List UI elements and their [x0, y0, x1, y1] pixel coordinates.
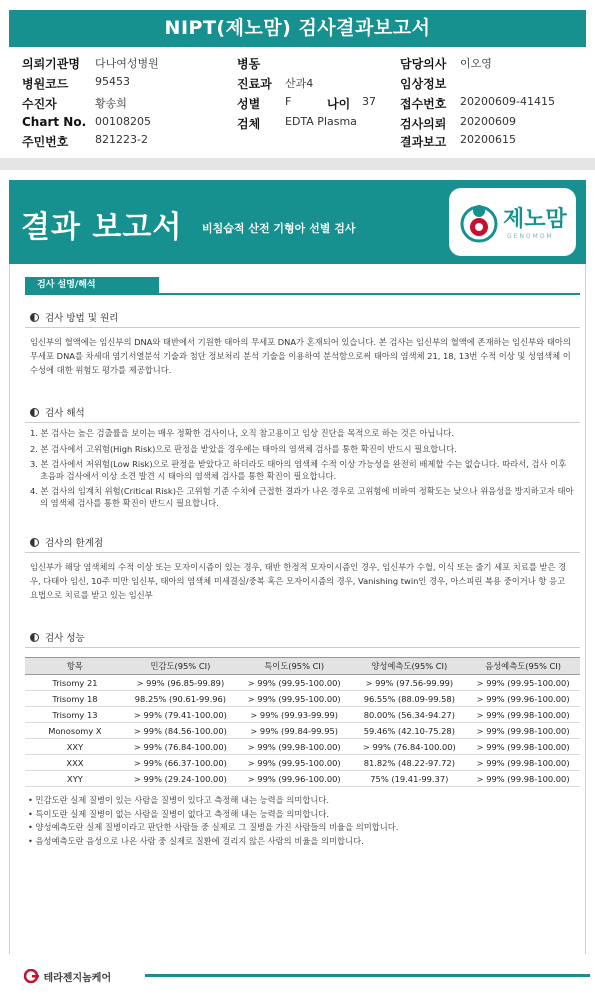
table-cell: > 99% (99.98-100.00) [466, 707, 580, 723]
receipt-label: 접수번호 [400, 97, 447, 111]
company-logo-icon [24, 969, 40, 983]
column-header: 특이도(95% CI) [236, 658, 353, 675]
specimen-value: EDTA Plasma [285, 115, 357, 128]
genomom-logo [449, 188, 576, 256]
half-circle-icon [30, 313, 39, 322]
table-row [25, 771, 580, 787]
ward-label: 병동 [237, 57, 261, 71]
table-cell: XXX [25, 755, 125, 771]
table-cell: > 99% (99.95-100.00) [466, 675, 580, 691]
age-label: 나이 [327, 97, 351, 111]
column-header: 항목 [25, 658, 125, 675]
interpretation-heading: 검사 해석 [30, 405, 85, 419]
performance-table [25, 657, 580, 787]
table-cell: > 99% (99.95-100.00) [236, 691, 353, 707]
logo-subtext: GENOMOM [507, 233, 554, 240]
separator-band [0, 158, 595, 170]
table-row [25, 691, 580, 707]
list-item: 4. 본 검사의 임계치 위험(Critical Risk)은 고위험 기준 수치에 근접한 결과가 나온 경우로 고위험에 비하여 정확도는 낮으나 위음성을 방지하고자 태아의 염색체 검사를 통한 확진이 반드시 필요합니다. [30, 486, 574, 508]
dept-label: 진료과 [237, 77, 272, 91]
resident-label: 주민번호 [22, 135, 69, 149]
note-item: • 음성예측도란 음성으로 나온 사람 중 실제로 질환에 걸리지 않은 사람의 비율을 의미합니다. [28, 835, 364, 846]
divider [25, 327, 580, 328]
table-cell: > 99% (99.84-99.95) [236, 723, 353, 739]
table-row [25, 723, 580, 739]
specimen-label: 검체 [237, 117, 261, 131]
examinee-label: 수진자 [22, 97, 57, 111]
hospital-code-label: 병원코드 [22, 77, 69, 91]
table-cell: > 99% (99.98-100.00) [466, 755, 580, 771]
method-text: 임신부의 혈액에는 임신부의 DNA와 태반에서 기원한 태아의 무세포 DNA가 혼재되어 있습니다. 본 검사는 임신부의 혈액에 존재하는 임신부와 태아의 무세포 DNA를 차세대 염기서열분석 기술과 첨단 정보처리 분석 기술을 이용하여 분석함으로써 태아의 염색체 21, 18, 13번 수적 이상 및 성염색체 이수성에 대한 위험도 평가를 제공합니다. [30, 337, 571, 375]
limits-heading: 검사의 한계점 [30, 535, 103, 549]
table-cell: Monosomy X [25, 723, 125, 739]
list-item: 3. 본 검사에서 저위험(Low Risk)으로 판정을 받았다고 하더라도 태아의 염색체 수적 이상 가능성을 완전히 배제할 수는 없습니다. 따라서, 검사 이후 초음파 검사에서 이상 소견 발견 시 태아의 염색체 검사를 통한 확진이 필요합니다. [30, 459, 567, 481]
chart-value: 00108205 [95, 115, 151, 128]
note-item: • 양성예측도란 실제 질병이라고 판단한 사람들 중 실제로 그 질병을 가진 사람들의 비율을 의미합니다. [28, 822, 399, 832]
table-cell: 98.25% (90.61-99.96) [125, 691, 236, 707]
table-cell: > 99% (99.98-100.00) [466, 771, 580, 787]
company-name: 테라젠지놈케어 [43, 973, 112, 984]
list-item: 1. 본 검사는 높은 검출률을 보이는 매우 정확한 검사이나, 오직 참고용이고 임상 진단을 목적으로 하는 것은 아닙니다. [30, 428, 455, 438]
table-cell: > 99% (99.98-100.00) [466, 723, 580, 739]
clinical-label: 임상정보 [400, 77, 447, 91]
table-cell: > 99% (66.37-100.00) [125, 755, 236, 771]
column-header: 음성예측도(95% CI) [466, 658, 580, 675]
table-cell: > 99% (76.84-100.00) [125, 739, 236, 755]
doctor-label: 담당의사 [400, 57, 447, 71]
table-cell: 81.82% (48.22-97.72) [352, 755, 466, 771]
table-cell: > 99% (99.98-100.00) [466, 739, 580, 755]
limits-text: 임신부가 해당 염색체의 수적 이상 또는 모자이시즘이 있는 경우, 태반 한정적 모자이시즘인 경우, 임신부가 수혈, 이식 또는 줄기 세포 치료를 받은 경우, 다태아 임신, 10주 미만 임신부, 태아의 염색체 미세결실/중복 혹은 모자이시즘의 경우, Vanishing twin인 경우, 아스피린 복용 중이거나 항 응고 요법으로 치료를 받고 있는 임신부 [30, 562, 567, 600]
half-circle-icon [30, 538, 39, 547]
footer-logo [24, 969, 111, 984]
section-underline [25, 293, 580, 295]
table-cell: > 99% (99.95-100.00) [236, 755, 353, 771]
performance-notes [28, 794, 398, 848]
table-cell: 59.46% (42.10-75.28) [352, 723, 466, 739]
table-cell: > 99% (99.96-100.00) [236, 771, 353, 787]
half-circle-icon [30, 408, 39, 417]
chart-label: Chart No. [22, 115, 87, 129]
list-item: 2. 본 검사에서 고위험(High Risk)으로 판정을 받았을 경우에는 태아의 염색체 검사를 통한 확진이 반드시 필요합니다. [30, 443, 457, 454]
table-row [25, 707, 580, 723]
report-title: NIPT(제노맘) 검사결과보고서 [9, 10, 586, 47]
receipt-value: 20200609-41415 [460, 95, 555, 108]
result-label: 결과보고 [400, 135, 447, 149]
divider [25, 422, 580, 423]
table-cell: Trisomy 13 [25, 707, 125, 723]
footer-rule [145, 974, 590, 977]
column-header: 민감도(95% CI) [125, 658, 236, 675]
banner-subtitle: 비침습적 산전 기형아 선별 검사 [202, 222, 356, 235]
institution-label: 의뢰기관명 [22, 57, 80, 71]
column-header: 양성예측도(95% CI) [352, 658, 466, 675]
sex-value: F [285, 95, 292, 108]
genomom-mark-icon [459, 202, 499, 244]
divider [25, 647, 580, 648]
divider [25, 552, 580, 553]
table-cell: > 99% (79.41-100.00) [125, 707, 236, 723]
table-cell: Trisomy 21 [25, 675, 125, 691]
section-tab: 검사 설명/해석 [25, 277, 159, 293]
table-cell: > 99% (99.93-99.99) [236, 707, 353, 723]
hospital-code-value: 95453 [95, 75, 130, 88]
note-item: • 특이도란 실제 질병이 없는 사람을 질병이 없다고 측정해 내는 능력을 의미합니다. [28, 808, 330, 819]
age-value: 37 [362, 95, 376, 108]
doctor-value: 이오영 [460, 57, 492, 70]
table-cell: > 99% (29.24-100.00) [125, 771, 236, 787]
logo-text: 제노맘 [503, 207, 567, 232]
examinee-value: 황송희 [95, 97, 127, 110]
table-cell: XXY [25, 739, 125, 755]
table-cell: 80.00% (56.34-94.27) [352, 707, 466, 723]
table-cell: 75% (19.41-99.37) [352, 771, 466, 787]
table-cell: > 99% (84.56-100.00) [125, 723, 236, 739]
table-cell: > 99% (99.96-100.00) [466, 691, 580, 707]
table-cell: > 99% (99.98-100.00) [236, 739, 353, 755]
table-cell: 96.55% (88.09-99.58) [352, 691, 466, 707]
table-cell: XYY [25, 771, 125, 787]
note-item: • 민감도란 실제 질병이 있는 사람을 질병이 있다고 측정해 내는 능력을 의미합니다. [28, 795, 330, 805]
request-value: 20200609 [460, 115, 516, 128]
table-row [25, 755, 580, 771]
table-cell: > 99% (76.84-100.00) [352, 739, 466, 755]
report-banner [9, 180, 586, 264]
dept-value: 산과4 [285, 77, 314, 90]
performance-heading: 검사 성능 [30, 630, 85, 644]
table-row [25, 675, 580, 691]
table-cell: Trisomy 18 [25, 691, 125, 707]
half-circle-icon [30, 633, 39, 642]
request-label: 검사의뢰 [400, 117, 447, 131]
method-heading: 검사 방법 및 원리 [30, 310, 118, 324]
banner-title: 결과 보고서 [21, 210, 183, 245]
table-cell: > 99% (99.95-100.00) [236, 675, 353, 691]
table-row [25, 739, 580, 755]
table-header-row [25, 658, 580, 675]
sex-label: 성별 [237, 97, 261, 111]
table-cell: > 99% (97.56-99.99) [352, 675, 466, 691]
institution-value: 다나여성병원 [95, 57, 159, 70]
interpretation-list [30, 428, 575, 513]
table-cell: > 99% (96.85-99.89) [125, 675, 236, 691]
resident-value: 821223-2 [95, 133, 148, 146]
result-value: 20200615 [460, 133, 516, 146]
